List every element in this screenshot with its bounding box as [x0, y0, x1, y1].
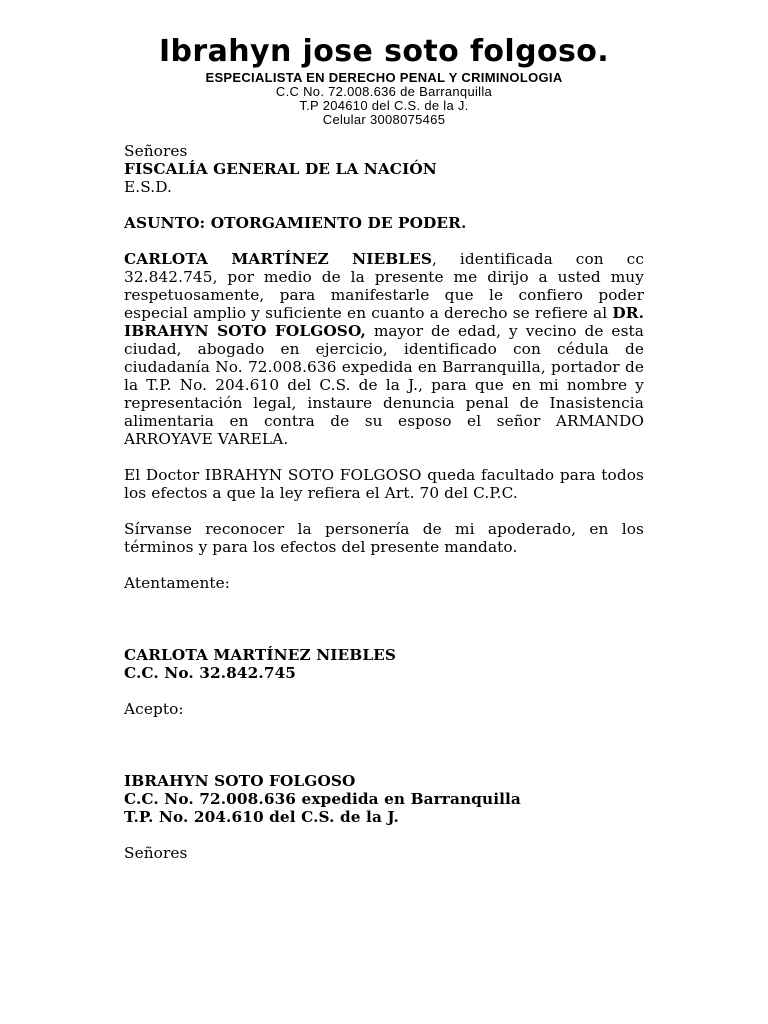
- paragraph-grant-text-a: , identificada con cc 32.842.745, por medio de la presente me dirijo a usted muy respetuosamente, para manifestarle que le confiero poder especial amplio y suficiente en cuanto a derecho se refiere al: [124, 250, 644, 322]
- signature-grantor-id: C.C. No. 32.842.745: [124, 664, 297, 682]
- signature-grantor-name: CARLOTA MARTÍNEZ NIEBLES: [124, 646, 397, 664]
- paragraph-recognition: Sírvanse reconocer la personería de mi apoderado, en los términos y para los efectos del presente mandato.: [124, 520, 644, 556]
- letterhead-cc: C.C No. 72.008.636 de Barranquilla: [275, 84, 493, 99]
- signature-attorney-tp: T.P. No. 204.610 del C.S. de la J.: [124, 808, 399, 826]
- letterhead-title: ESPECIALISTA EN DERECHO PENAL Y CRIMINOLOGIA: [205, 70, 563, 85]
- signature-attorney-id: C.C. No. 72.008.636 expedida en Barranquilla: [124, 790, 521, 808]
- subject-line: ASUNTO: OTORGAMIENTO DE PODER.: [124, 214, 467, 232]
- letter-body: [124, 142, 644, 862]
- paragraph-faculties: El Doctor IBRAHYN SOTO FOLGOSO queda facultado para todos los efectos a que la ley refiera el Art. 70 del C.P.C.: [124, 466, 644, 502]
- closing: Atentamente:: [124, 574, 231, 592]
- letterhead: [0, 34, 768, 127]
- paragraph-grant: [124, 250, 644, 448]
- attorney-name: DR. IBRAHYN SOTO FOLGOSO,: [124, 304, 644, 340]
- letterhead-tp: T.P 204610 del C.S. de la J.: [299, 98, 469, 113]
- grantor-name: CARLOTA MARTÍNEZ NIEBLES: [124, 250, 433, 268]
- recipient-entity: FISCALÍA GENERAL DE LA NACIÓN: [124, 160, 437, 178]
- signature-attorney-name: IBRAHYN SOTO FOLGOSO: [124, 772, 356, 790]
- footer-salutation: Señores: [124, 844, 188, 862]
- recipient-esd: E.S.D.: [124, 178, 173, 196]
- paragraph-grant-text-b: mayor de edad, y vecino de esta ciudad, abogado en ejercicio, identificado con cédula de ciudadanía No. 72.008.636 expedida en Barranquilla, portador de la T.P. No. 204.610 del C.S. de la J., para que en mi nombre y representación legal, instaure denuncia penal de Inasistencia alimentaria en contra de su esposo el señor ARMANDO ARROYAVE VARELA.: [124, 322, 644, 448]
- letterhead-phone: Celular 3008075465: [322, 112, 446, 127]
- salutation: Señores: [124, 142, 188, 160]
- accept-label: Acepto:: [124, 700, 184, 718]
- letterhead-name: Ibrahyn jose soto folgoso.: [158, 34, 610, 69]
